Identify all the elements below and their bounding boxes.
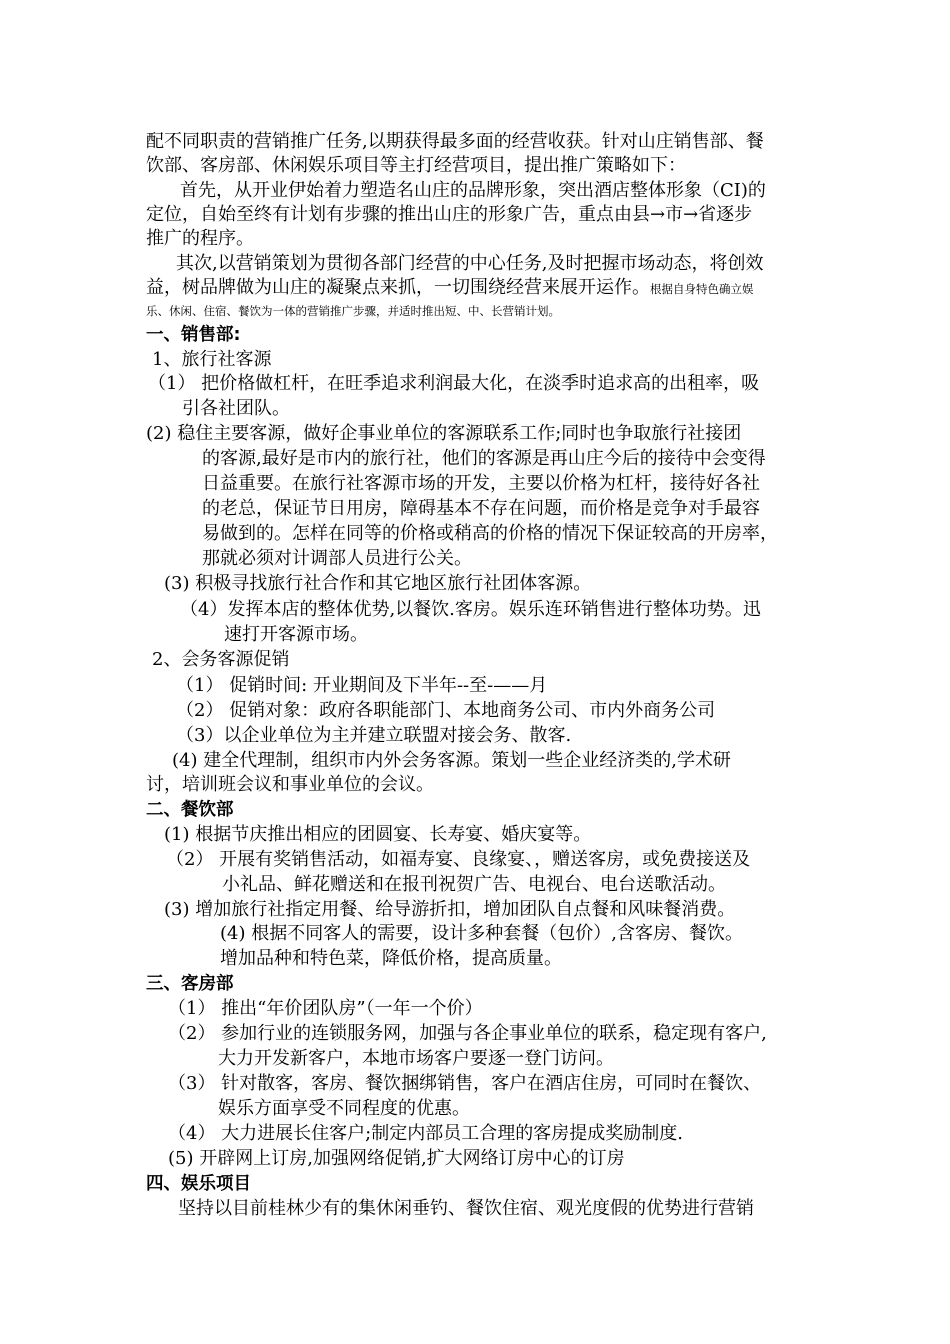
intro-line-3: 首先，从开业伊始着力塑造名山庄的品牌形象，突出酒店整体形象（CI)的 xyxy=(180,180,766,201)
list-item: （1） 把价格做杠杆，在旺季追求利润最大化，在淡季时追求高的出租率，吸 xyxy=(148,373,760,394)
intro-line-8: 乐、休闲、住宿、餐饮为一体的营销推广步骤，并适时推出短、中、长营销计划。 xyxy=(146,304,560,318)
intro-line-6: 其次,以营销策划为贯彻各部门经营的中心任务,及时把握市场动态，将创效 xyxy=(176,253,764,274)
list-item-cont: 的客源,最好是市内的旅行社，他们的客源是再山庄今后的接待中会变得 xyxy=(202,448,766,469)
list-item: (1) 根据节庆推出相应的团圆宴、长寿宴、婚庆宴等。 xyxy=(164,824,592,845)
list-item: （1） 推出“年价团队房”（一年一个价） xyxy=(168,998,483,1019)
list-item-cont: 易做到的。怎样在同等的价格或稍高的价格的情况下保证较高的开房率， xyxy=(202,523,778,544)
list-item-cont: 娱乐方面享受不同程度的优惠。 xyxy=(218,1098,470,1119)
section-heading-dining: 二、餐饮部 xyxy=(146,800,234,820)
list-item: （1） 促销时间: 开业期间及下半年--至-——月 xyxy=(176,675,548,696)
section-heading-entertainment: 四、娱乐项目 xyxy=(146,1174,251,1194)
intro-line-7-text: 益，树品牌做为山庄的凝聚点来抓，一切围绕经营来展开运作。 xyxy=(146,277,650,298)
list-item: (3) 增加旅行社指定用餐、给导游折扣，增加团队自点餐和风味餐消费。 xyxy=(164,899,736,920)
intro-line-1: 配不同职责的营销推广任务,以期获得最多面的经营收获。针对山庄销售部、餐 xyxy=(146,131,764,152)
list-item: （4） 大力进展长住客户;制定内部员工合理的客房提成奖励制度. xyxy=(168,1123,683,1144)
list-item-cont: 速打开客源市场。 xyxy=(224,624,368,645)
list-item-cont: 小礼品、鲜花赠送和在报刊祝贺广告、电视台、电台送歌活动。 xyxy=(222,874,726,895)
intro-line-7 xyxy=(146,276,754,301)
list-item-cont: 日益重要。在旅行社客源市场的开发，主要以价格为杠杆，接待好各社 xyxy=(202,473,760,494)
list-item-cont: 增加品种和特色菜，降低价格，提高质量。 xyxy=(220,948,562,969)
list-item: （3）以企业单位为主并建立联盟对接会务、散客. xyxy=(176,725,572,746)
list-item: （2） 促销对象：政府各职能部门、本地商务公司、市内外商务公司 xyxy=(176,700,716,721)
list-item-cont: 讨，培训班会议和事业单位的会议。 xyxy=(146,774,434,795)
list-item: (4) 建全代理制，组织市内外会务客源。策划一些企业经济类的,学术研 xyxy=(172,750,731,771)
list-item: (2) 稳住主要客源，做好企事业单位的客源联系工作;同时也争取旅行社接团 xyxy=(146,423,742,444)
intro-line-4: 定位，自始至终有计划有步骤的推出山庄的形象广告，重点由县→市→省逐步 xyxy=(146,204,753,225)
intro-line-7-small: 根据自身特色确立娱 xyxy=(650,282,754,296)
list-item: (3) 积极寻找旅行社合作和其它地区旅行社团体客源。 xyxy=(164,573,592,594)
paragraph: 坚持以目前桂林少有的集休闲垂钓、餐饮住宿、观光度假的优势进行营销 xyxy=(178,1198,754,1219)
section-heading-sales: 一、销售部: xyxy=(146,325,241,345)
list-item-cont: 的老总，保证节日用房，障碍基本不存在问题，而价格是竞争对手最容 xyxy=(202,498,760,519)
list-item: (4) 根据不同客人的需要，设计多种套餐（包价）,含客房、餐饮。 xyxy=(220,923,743,944)
list-item-cont: 那就必须对计调部人员进行公关。 xyxy=(202,548,472,569)
intro-line-2: 饮部、客房部、休闲娱乐项目等主打经营项目，提出推广策略如下： xyxy=(146,155,686,176)
list-item: （2） 参加行业的连锁服务网，加强与各企事业单位的联系，稳定现有客户, xyxy=(168,1023,767,1044)
subheading-conference: 2、会务客源促销 xyxy=(152,649,290,670)
list-item-cont: 引各社团队。 xyxy=(182,398,290,419)
list-item: （2） 开展有奖销售活动，如福寿宴、良缘宴、，赠送客房，或免费接送及 xyxy=(166,849,751,870)
list-item: (5) 开辟网上订房,加强网络促销,扩大网络订房中心的订房 xyxy=(168,1148,625,1169)
list-item-cont: 大力开发新客户，本地市场客户要逐一登门访问。 xyxy=(218,1048,614,1069)
section-heading-rooms: 三、客房部 xyxy=(146,974,234,994)
list-item: （3） 针对散客，客房、餐饮捆绑销售，客户在酒店住房，可同时在餐饮、 xyxy=(168,1073,762,1094)
list-item: （4）发挥本店的整体优势,以餐饮.客房。娱乐连环销售进行整体功势。迅 xyxy=(180,599,761,620)
intro-line-5: 推广的程序。 xyxy=(146,228,254,249)
subheading-travel-agency: 1、旅行社客源 xyxy=(152,349,272,370)
